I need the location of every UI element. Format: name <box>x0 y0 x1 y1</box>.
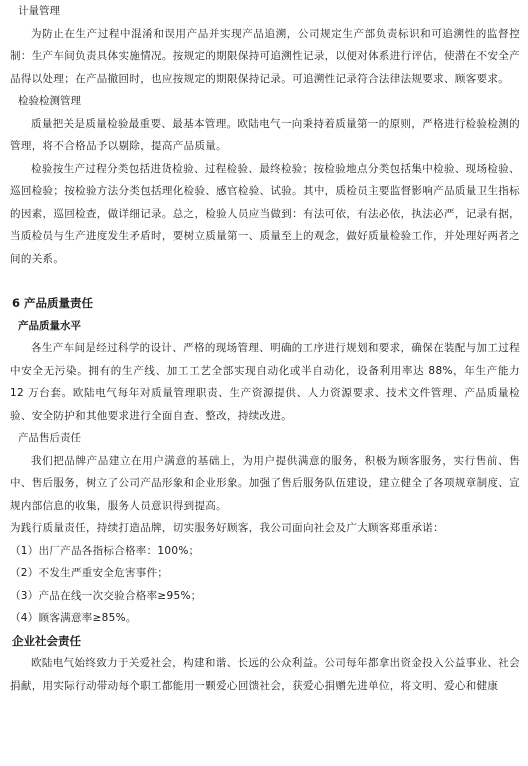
heading-quality-level: 产品质量水平 <box>18 319 81 332</box>
commitment-item: （1）出厂产品各指标合格率：100%； <box>10 544 200 557</box>
paragraph-metering: 为防止在生产过程中混淆和误用产品并实现产品追溯，公司规定生产部负责标识和可追溯性的监督控制：生产车间负责具体实施情况。按规定的期限保持可追溯性记录，以便对体系进行评估，使潜在不安全产品得以处理；在产品撤回时，也应按规定的期限保持记录。可追溯性记录符合法律法规要求、顾客要求。 <box>10 27 520 85</box>
section-gap <box>10 270 520 292</box>
heading-product-responsibility: 6 产品质量责任 <box>12 296 94 310</box>
heading-inspection: 检验检测管理 <box>18 95 81 107</box>
commitment-item: （4）顾客满意率≥85%。 <box>10 612 137 624</box>
heading-social-responsibility: 企业社会责任 <box>12 633 81 648</box>
commitment-list <box>10 540 520 630</box>
commitment-item: （2）不发生严重安全危害事件； <box>10 567 169 579</box>
commitment-item: （3）产品在线一次交验合格率≥95%； <box>10 589 202 602</box>
paragraph-inspection-1: 质量把关是质量检验最重要、最基本管理。欧陆电气一向秉持着质量第一的原则，严格进行检验检测的管理，将不合格品予以剔除，提高产品质量。 <box>10 117 520 152</box>
paragraph-social: 欧陆电气始终致力于关爱社会，构建和谐、长远的公众利益。公司每年都拿出资金投入公益事业、社会捐献，用实际行动带动每个职工都能用一颗爱心回馈社会，获爱心捐赠先进单位，将文明、爱心和健康 <box>10 657 520 692</box>
heading-metering: 计量管理 <box>18 5 60 17</box>
paragraph-after-sales-2: 为践行质量责任，持续打造品牌，切实服务好顾客，我公司面向社会及广大顾客郑重承诺： <box>10 522 444 534</box>
paragraph-after-sales-1: 我们把品牌产品建立在用户满意的基础上，为用户提供满意的服务，积极为顾客服务，实行售前、售中、售后服务，树立了公司产品形象和企业形象。加强了售后服务队伍建设，建立健全了各项规章制度、宣规内部信息的收集，服务人员意识得到提高。 <box>10 454 520 512</box>
heading-after-sales: 产品售后责任 <box>18 432 81 444</box>
paragraph-quality-level: 各生产车间是经过科学的设计、严格的现场管理、明确的工序进行规划和要求，确保在装配与加工过程中安全无污染。拥有的生产线、加工工艺全部实现自动化或半自动化，设备利用率达 88%，年生产能力 12 万台套。欧陆电气每年对质量管理职责、生产资源提供、人力资源要求、技术文件管理、产品质量检验、安全防护和其他要求进行全面自查、整改，持续改进。 <box>10 342 520 422</box>
paragraph-inspection-2: 检验按生产过程分类包括进货检验、过程检验、最终检验；按检验地点分类包括集中检验、现场检验、巡回检验；按检验方法分类包括理化检验、感官检验、试验。其中，质检员主要监督影响产品质量卫生指标的因素，巡回检查，做详细记录。总之，检验人员应当做到：有法可依，有法必依，执法必严，记录有据，当质检员与生产进度发生矛盾时，要树立质量第一、质量至上的观念，做好质量检验工作，并处理好两者之间的关系。 <box>10 162 520 265</box>
